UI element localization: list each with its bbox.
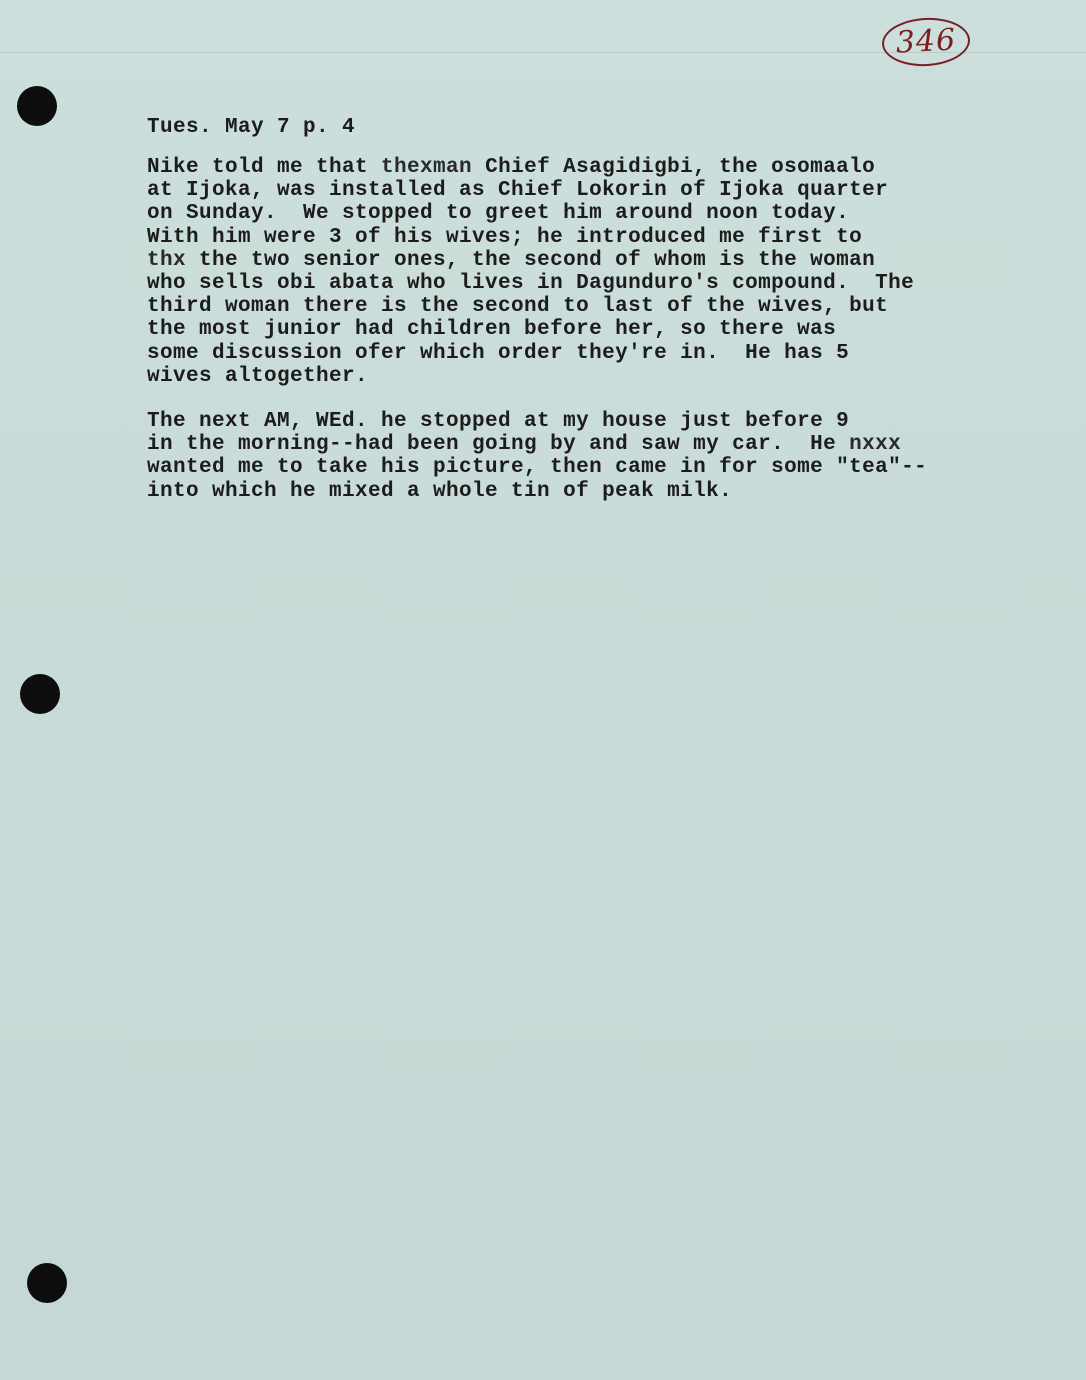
text-line <box>147 179 1027 202</box>
line-text: on Sunday. We stopped to greet him around noon today. <box>147 202 850 226</box>
struck-out-text: nxxx <box>849 433 902 457</box>
page-number: 346 <box>894 22 957 61</box>
page-number-stamp <box>881 16 971 69</box>
line-text: third woman there is the second to last of the wives, but <box>147 295 889 319</box>
text-line <box>147 202 1027 225</box>
text-line <box>147 318 1027 341</box>
struck-out-text: thexman <box>381 156 473 179</box>
text-line <box>147 365 1027 388</box>
line-text: Chief Asagidigbi, the osomaalo <box>472 156 876 179</box>
text-line <box>147 226 1027 249</box>
line-text: who sells obi abata who lives in Dagunduro's compound. The <box>147 271 915 295</box>
line-text: the two senior ones, the second of whom is the woman <box>186 248 876 272</box>
text-line <box>147 342 1027 365</box>
paragraph-2 <box>147 410 1027 503</box>
punch-hole-top <box>17 86 57 126</box>
text-line <box>147 456 1027 479</box>
text-line <box>147 410 1027 433</box>
date-line: Tues. May 7 p. 4 <box>147 116 356 139</box>
text-line <box>147 480 1027 503</box>
text-line <box>147 156 1027 179</box>
line-text: the most junior had children before her, so there was <box>147 318 837 342</box>
paragraph-1 <box>147 156 1027 388</box>
line-text: wives altogether. <box>147 364 369 388</box>
struck-out-text: thx <box>147 248 187 272</box>
text-line <box>147 249 1027 272</box>
line-text: Nike told me that <box>147 156 382 179</box>
text-line <box>147 272 1027 295</box>
line-text: into which he mixed a whole tin of peak milk. <box>147 479 733 503</box>
text-line <box>147 433 1027 456</box>
line-text: in the morning--had been going by and saw my car. He <box>147 433 850 457</box>
line-text: wanted me to take his picture, then came in for some "tea"-- <box>147 456 928 480</box>
line-text: With him were 3 of his wives; he introduced me first to <box>147 225 863 249</box>
text-line <box>147 295 1027 318</box>
line-text: The next AM, WEd. he stopped at my house just before 9 <box>147 410 850 433</box>
line-text: at Ijoka, was installed as Chief Lokorin of Ijoka quarter <box>147 179 889 203</box>
line-text: some discussion ofer which order they're in. He has 5 <box>147 341 850 365</box>
punch-hole-middle <box>20 674 60 714</box>
punch-hole-bottom <box>27 1263 67 1303</box>
